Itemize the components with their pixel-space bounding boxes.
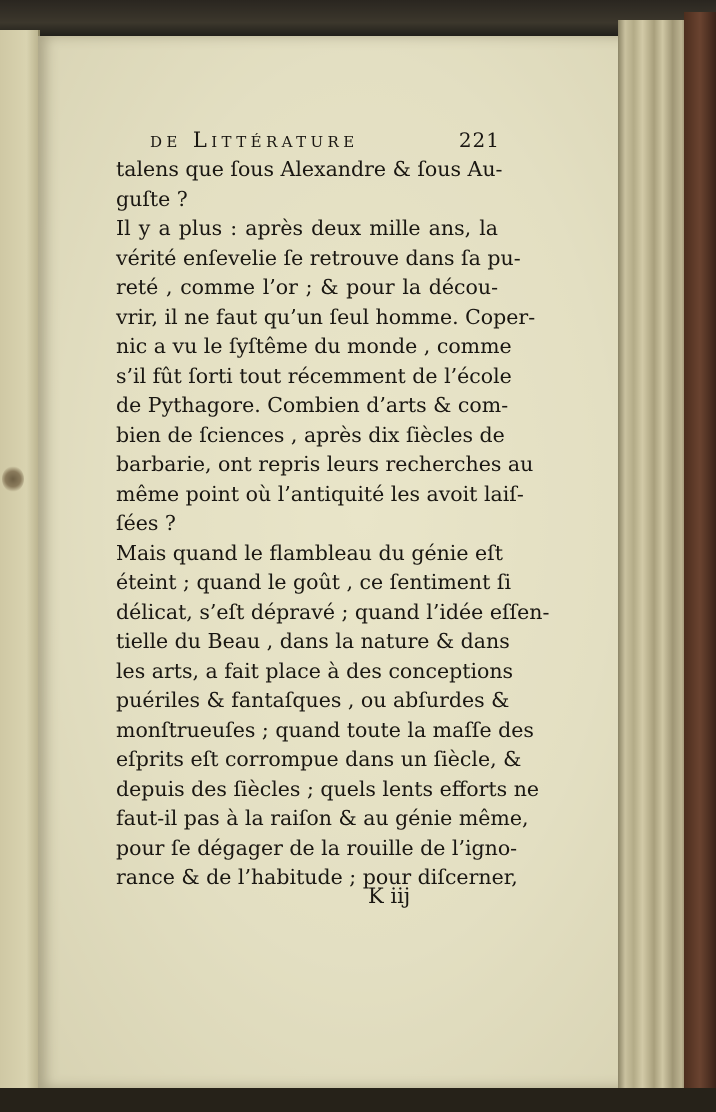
text-line: eſprits eſt corrompue dans un ſiècle, &	[116, 747, 522, 771]
bottom-shadow	[0, 1088, 716, 1112]
left-facing-page	[0, 30, 40, 1090]
text-line: rance & de l’habitude ; pour diſcerner,	[116, 865, 518, 889]
text-line: talens que ſous Alexandre & ſous Au-	[116, 157, 503, 181]
top-shadow	[0, 0, 716, 38]
text-line: éteint ; quand le goût , ce ſentiment ſi	[116, 570, 512, 594]
text-line: ſées ?	[116, 511, 176, 535]
text-line: de Pythagore. Combien d’arts & com-	[116, 393, 509, 417]
text-line: délicat, s’eſt dépravé ; quand l’idée eſſen-	[116, 599, 550, 624]
book-fore-edge	[618, 20, 690, 1095]
text-line: Il y a plus : après deux mille ans, la	[116, 216, 498, 240]
text-line: tielle du Beau , dans la nature & dans	[116, 629, 510, 653]
page-stain	[2, 466, 24, 492]
book-cover-edge	[684, 12, 716, 1102]
running-header	[110, 118, 500, 154]
text-line: Mais quand le flambleau du génie eſt	[116, 540, 503, 565]
text-line: faut-il pas à la raiſon & au génie même,	[116, 806, 529, 830]
text-line: guſte ?	[116, 186, 188, 211]
text-line: puériles & fantaſques , ou abſurdes &	[116, 688, 510, 712]
text-line: vérité enſevelie ſe retrouve dans ſa pu-	[116, 245, 521, 270]
signature-mark: K iij	[368, 884, 411, 908]
page-number: 221	[458, 128, 500, 152]
text-line: même point où l’antiquité les avoit laiſ-	[116, 481, 524, 506]
text-line: reté , comme l’or ; & pour la décou-	[116, 275, 498, 299]
text-line: pour ſe dégager de la rouille de l’igno-	[116, 835, 518, 860]
text-line: bien de ſciences , après dix ſiècles de	[116, 422, 505, 447]
text-line: les arts, a fait place à des conceptions	[116, 658, 514, 683]
text-line: barbarie, ont repris leurs recherches au	[116, 452, 534, 476]
text-line: vrir, il ne faut qu’un ſeul homme. Coper-	[116, 304, 536, 329]
running-title: de Littérature	[150, 128, 359, 152]
page-body-text	[116, 155, 550, 893]
text-line: nic a vu le ſyſtême du monde , comme	[116, 334, 512, 358]
text-line: monſtrueuſes ; quand toute la maſſe des	[116, 717, 534, 742]
text-line: depuis des ſiècles ; quels lents efforts ne	[116, 776, 540, 801]
text-line: s’il fût ſorti tout récemment de l’école	[116, 363, 512, 388]
